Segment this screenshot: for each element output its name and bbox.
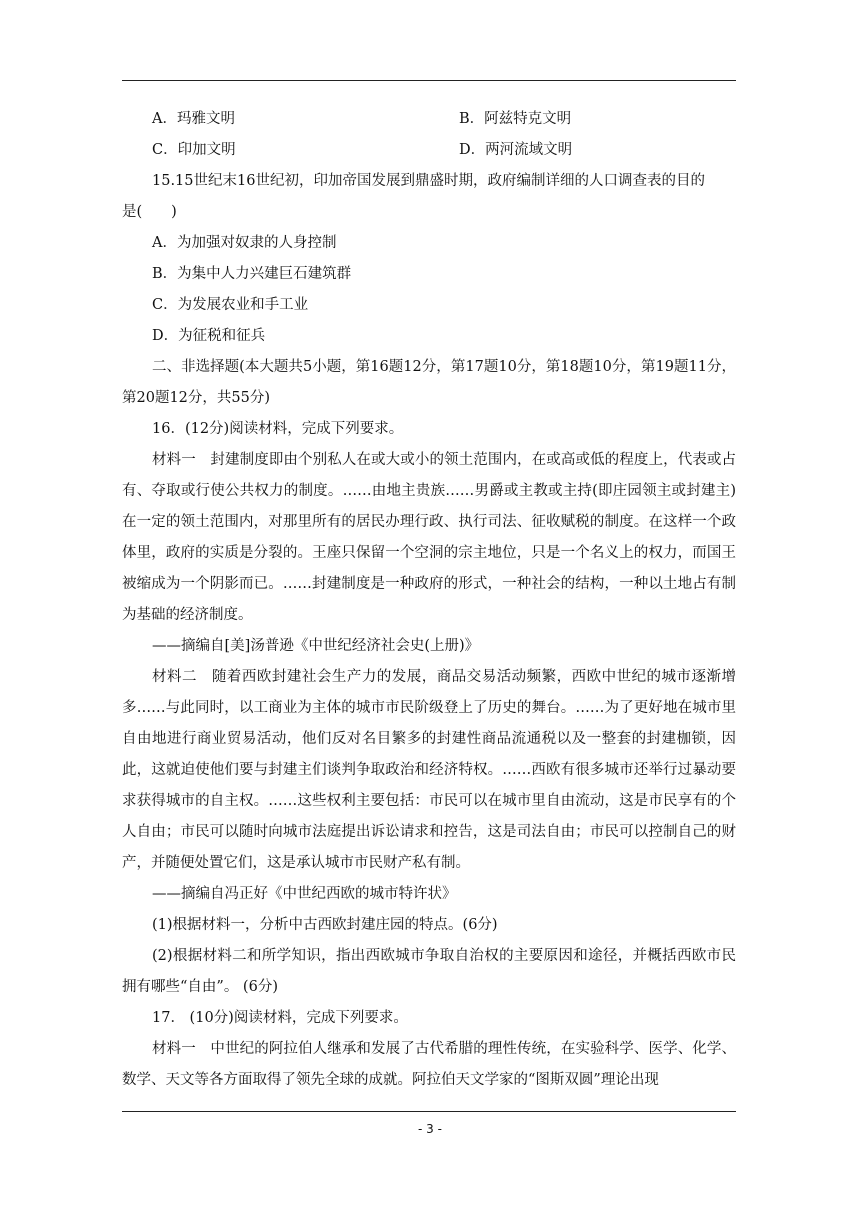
q15-stem-line1: 15.15世纪末16世纪初，印加帝国发展到鼎盛时期，政府编制详细的人口调查表的目的 <box>152 173 705 189</box>
q15-option-b: B．为集中人力兴建巨石建筑群 <box>152 266 352 282</box>
footer-rule <box>122 1111 736 1112</box>
q16-source-1: ——摘编自[美]汤普逊《中世纪经济社会史(上册)》 <box>152 638 480 654</box>
q16-source-2: ——摘编自冯正好《中世纪西欧的城市特许状》 <box>152 886 457 902</box>
q17-intro: 17． (10分)阅读材料，完成下列要求。 <box>152 1010 408 1026</box>
option-a: A．玛雅文明 <box>152 111 235 127</box>
q16-material-2: 材料二 随着西欧封建社会生产力的发展，商品交易活动频繁，西欧中世纪的城市逐渐增多……与此同时，以工商业为主体的城市市民阶级登上了历史的舞台。……为了更好地在城市里自由地进行商业贸易活动，他们反对名目繁多的封建性商品流通税以及一整套的封建枷锁，因此，这就迫使他们要与封建主们谈判争取政治和经济特权。……西欧有很多城市还举行过暴动要求获得城市的自主权。……这些权利主要包括：市民可以在城市里自由流动，这是市民享有的个人自由；市民可以随时向城市法庭提出诉讼请求和控告，这是司法自由；市民可以控制自己的财产，并随便处置它们，这是承认城市市民财产私有制。 <box>122 669 736 871</box>
q16-material-1: 材料一 封建制度即由个别私人在或大或小的领土范围内，在或高或低的程度上，代表或占有、夺取或行使公共权力的制度。……由地主贵族……男爵或主教或主持(即庄园领主或封建主)在一定的领土范围内，对那里所有的居民办理行政、执行司法、征收赋税的制度。在这样一个政体里，政府的实质是分裂的。王座只保留一个空洞的宗主地位，只是一个名义上的权力，而国王被缩成为一个阴影而已。……封建制度是一种政府的形式，一种社会的结构，一种以土地占有制为基础的经济制度。 <box>122 452 736 623</box>
page-body <box>122 104 736 1096</box>
page-number: - 3 - <box>418 1122 442 1136</box>
option-b: B．阿兹特克文明 <box>459 111 572 127</box>
q15-option-c: C．为发展农业和手工业 <box>152 297 309 313</box>
q15-option-d: D．为征税和征兵 <box>152 328 266 344</box>
q15-option-a: A．为加强对奴隶的人身控制 <box>152 235 337 251</box>
q16-intro: 16．(12分)阅读材料，完成下列要求。 <box>152 421 404 437</box>
section-heading: 二、非选择题(本大题共5小题，第16题12分，第17题10分，第18题10分，第19题11分，第20题12分，共55分) <box>122 359 736 406</box>
option-c: C．印加文明 <box>152 142 236 158</box>
q14-options-row-2 <box>122 135 736 166</box>
q16-sub-question-2: (2)根据材料二和所学知识，指出西欧城市争取自治权的主要原因和途径，并概括西欧市民拥有哪些“自由”。 (6分) <box>122 948 736 995</box>
option-d: D．两河流域文明 <box>459 142 573 158</box>
q14-options-row-1 <box>122 104 736 135</box>
q16-sub-question-1: (1)根据材料一，分析中古西欧封建庄园的特点。(6分) <box>152 917 498 933</box>
header-rule <box>122 80 736 81</box>
q15-stem-line2: 是( ) <box>122 204 177 220</box>
q17-material-1: 材料一 中世纪的阿拉伯人继承和发展了古代希腊的理性传统，在实验科学、医学、化学、数学、天文等各方面取得了领先全球的成就。阿拉伯天文学家的“图斯双圆”理论出现 <box>122 1041 736 1088</box>
